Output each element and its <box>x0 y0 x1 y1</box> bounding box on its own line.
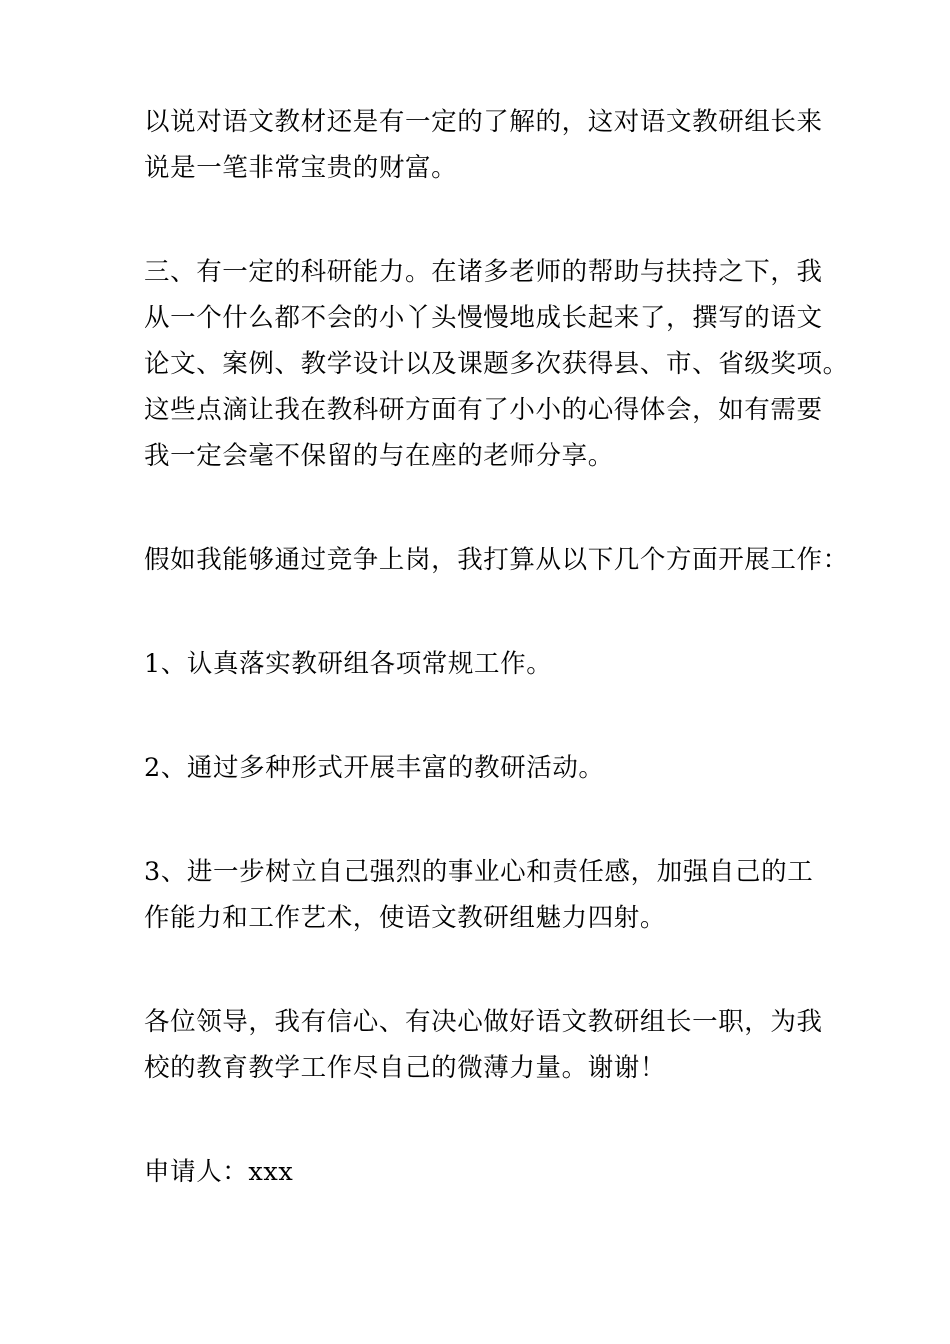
text-line: 假如我能够通过竞争上岗，我打算从以下几个方面开展工作： <box>144 545 849 575</box>
applicant-signature-line <box>144 1149 824 1195</box>
paragraph-closing <box>144 999 824 1091</box>
text-line: 2、通过多种形式开展丰富的教研活动。 <box>144 753 605 783</box>
list-item-3 <box>144 849 824 941</box>
paragraph-work-plan-intro <box>144 537 849 583</box>
text-line: 我一定会毫不保留的与在座的老师分享。 <box>144 441 614 471</box>
paragraph-research-ability <box>144 249 849 479</box>
list-item-2 <box>144 745 824 791</box>
text-line: 从一个什么都不会的小丫头慢慢地成长起来了，撰写的语文 <box>144 303 823 333</box>
paragraph-teaching-materials <box>144 99 824 191</box>
text-line: 以说对语文教材还是有一定的了解的，这对语文教研组长来 <box>144 107 823 137</box>
text-line: 三、有一定的科研能力。在诸多老师的帮助与扶持之下，我 <box>144 257 823 287</box>
text-line: 校的教育教学工作尽自己的微薄力量。谢谢！ <box>144 1053 667 1083</box>
text-line: 这些点滴让我在教科研方面有了小小的心得体会，如有需要 <box>144 395 823 425</box>
list-item-1 <box>144 641 824 687</box>
text-line: 论文、案例、教学设计以及课题多次获得县、市、省级奖项。 <box>144 349 849 379</box>
document-body <box>144 99 849 1253</box>
text-line: 3、进一步树立自己强烈的事业心和责任感，加强自己的工 <box>144 857 814 887</box>
text-line: 各位领导，我有信心、有决心做好语文教研组长一职，为我 <box>144 1007 823 1037</box>
text-line: 1、认真落实教研组各项常规工作。 <box>144 649 553 679</box>
text-line: 申请人：xxx <box>144 1157 294 1187</box>
text-line: 作能力和工作艺术，使语文教研组魅力四射。 <box>144 903 667 933</box>
text-line: 说是一笔非常宝贵的财富。 <box>144 153 458 183</box>
